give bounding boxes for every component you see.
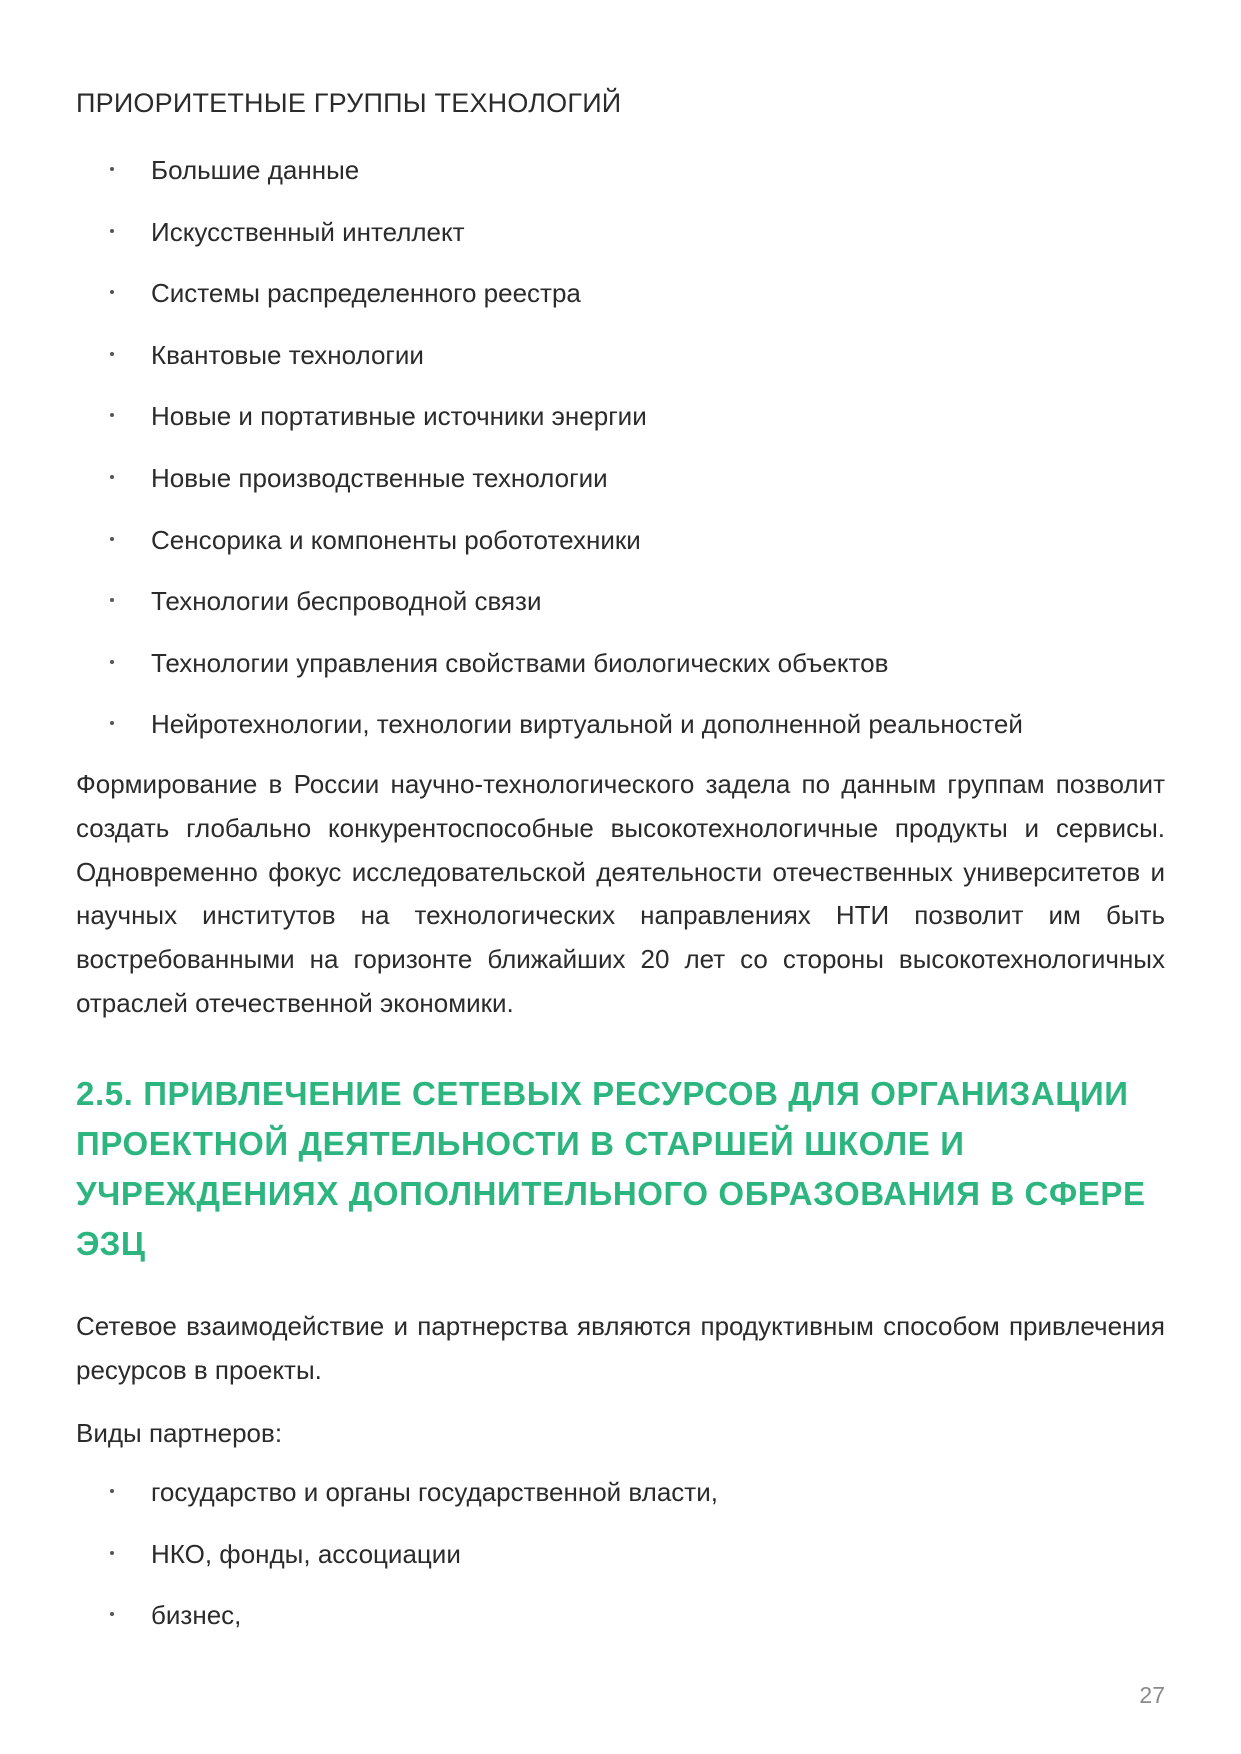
bullet-icon — [110, 721, 114, 725]
bullet-icon — [110, 167, 114, 171]
bullet-icon — [110, 1551, 114, 1555]
bullet-icon — [110, 352, 114, 356]
bullet-icon — [110, 1489, 114, 1493]
bullet-icon — [110, 413, 114, 417]
bullet-icon — [110, 475, 114, 479]
bullet-icon — [110, 1612, 114, 1616]
section-title: 2.5. ПРИВЛЕЧЕНИЕ СЕТЕВЫХ РЕСУРСОВ ДЛЯ ОРГАНИЗАЦИИ ПРОЕКТНОЙ ДЕЯТЕЛЬНОСТИ В СТАРШЕЙ ШКОЛЕ И УЧРЕЖДЕНИЯХ ДОПОЛНИТЕЛЬНОГО ОБРАЗОВАНИЯ В СФЕРЕ ЭЗЦ — [76, 1075, 1146, 1262]
bullet-icon — [110, 660, 114, 664]
bullet-icon — [110, 598, 114, 602]
partners-label: Виды партнеров: — [76, 1418, 283, 1448]
body-paragraph: Сетевое взаимодействие и партнерства являются продуктивным способом привлечения ресурсов в проекты. — [76, 1311, 1165, 1385]
document-page: ПРИОРИТЕТНЫЕ ГРУППЫ ТЕХНОЛОГИЙ Большие данные Искусственный интеллект Системы распределенного реестра Квантовые технологии Новые и портативные источники энергии Новые производственные технологии Сенсорика и компоненты робототехники Технологии беспроводной связи Технологии управления свойствами биологических объектов Нейротехнологии, технологии виртуальной и дополненной реальностей Формирование в России научно-технологического задела по данным группам позволит создать глобально конкурентоспособные высокотехнологичные продукты и сервисы. Одновременно фокус исследовательской деятельности отечественных университетов и научных институтов на технологических направлениях НТИ позволит им быть востребованными на горизонте ближайших 20 лет со стороны высокотехнологичных отраслей отечественной экономики. 2.5. ПРИВЛЕЧЕНИЕ СЕТЕВЫХ РЕСУРСОВ ДЛЯ ОРГАНИЗАЦИИ ПРОЕКТНОЙ ДЕЯТЕЛЬНОСТИ В СТАРШЕЙ ШКОЛЕ И УЧРЕЖДЕНИЯХ ДОПОЛНИТЕЛЬНОГО ОБРАЗОВАНИЯ В СФЕРЕ ЭЗЦ Сетевое взаимодействие и партнерства являются продуктивным способом привлечения ресурсов в проекты. Виды партнеров: государство и органы государственной власти, НКО, фонды, ассоциации бизнес, 27 — [0, 0, 1241, 1754]
tech-groups-heading: ПРИОРИТЕТНЫЕ ГРУППЫ ТЕХНОЛОГИЙ — [76, 88, 622, 118]
bullet-icon — [110, 290, 114, 294]
bullet-icon — [110, 537, 114, 541]
page-number: 27 — [1139, 1682, 1165, 1708]
bullet-icon — [110, 229, 114, 233]
body-paragraph: Формирование в России научно-технологического задела по данным группам позволит создать глобально конкурентоспособные высокотехнологичные продукты и сервисы. Одновременно фокус исследовательской деятельности отечественных университетов и научных институтов на технологических направлениях НТИ позволит им быть востребованными на горизонте ближайших 20 лет со стороны высокотехнологичных отраслей отечественной экономики. — [76, 769, 1165, 1018]
